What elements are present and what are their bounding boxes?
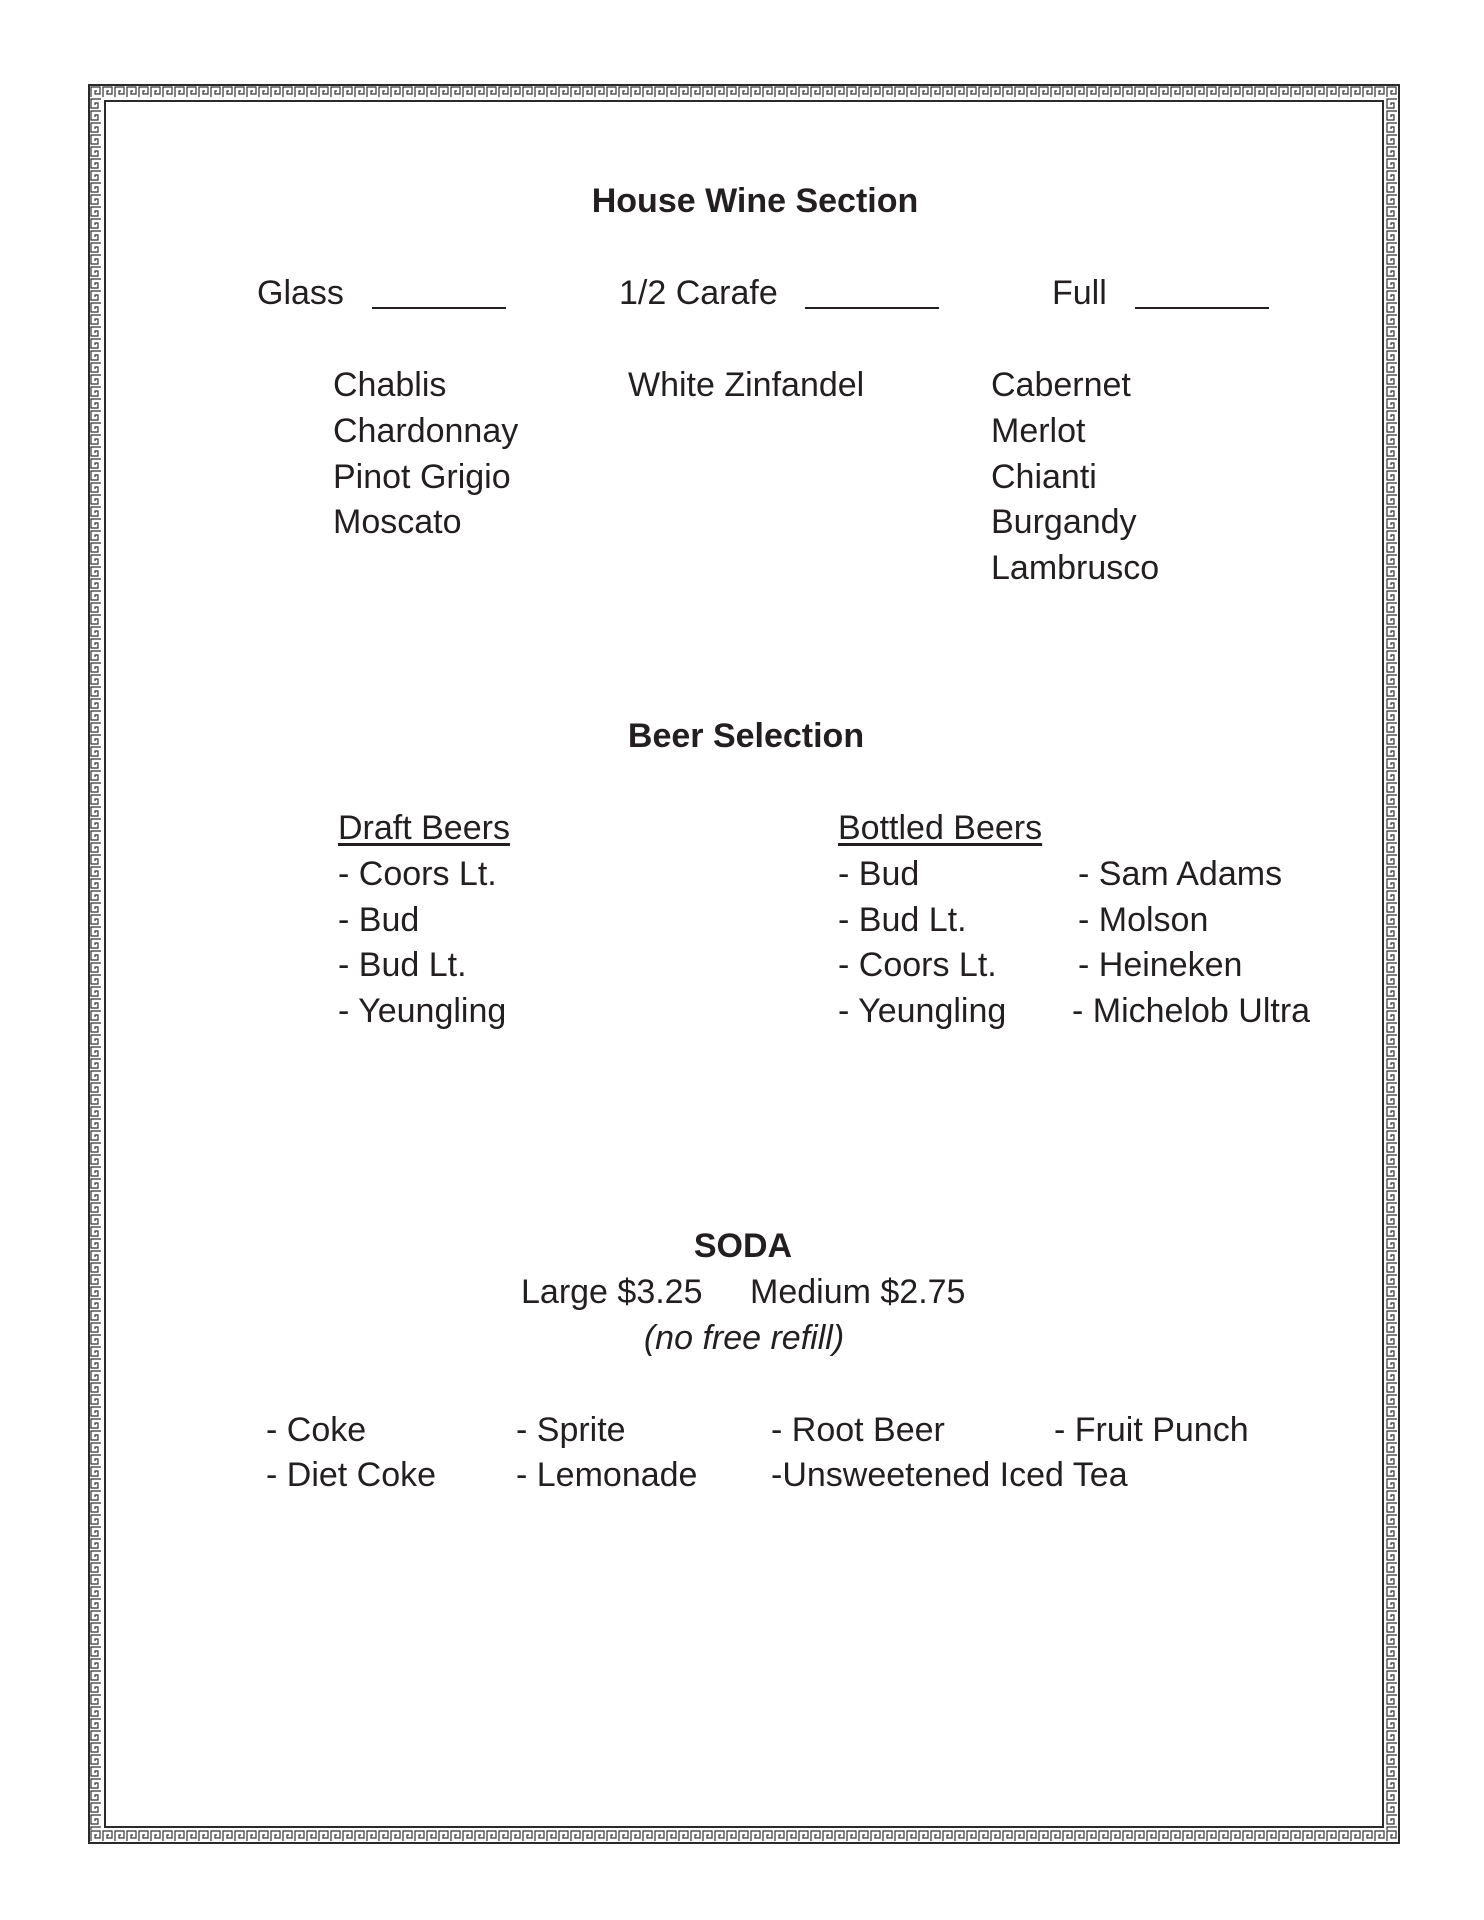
wine-section-title: House Wine Section [591,182,919,220]
wine-item: Chardonnay [333,412,519,450]
soda-item: -Unsweetened Iced Tea [771,1456,1128,1494]
soda-item: - Lemonade [516,1456,698,1494]
bottled-beer-item: - Sam Adams [1078,855,1283,893]
wine-item: Burgandy [991,503,1137,541]
soda-item: - Diet Coke [266,1456,437,1494]
soda-item: - Fruit Punch [1054,1411,1249,1449]
glass-price-blank [372,307,506,309]
size-glass-label: Glass [257,274,344,312]
half-carafe-price-blank [805,307,939,309]
soda-section-title: SODA [693,1227,793,1265]
beer-section-title: Beer Selection [627,717,865,755]
bottled-beer-item: - Bud Lt. [838,901,967,939]
bottled-beer-item: - Yeungling [838,992,1007,1030]
soda-item: - Root Beer [771,1411,945,1449]
wine-item: Moscato [333,503,462,541]
draft-beers-heading: Draft Beers [338,809,510,847]
wine-item: Chianti [991,458,1097,496]
wine-item: Cabernet [991,366,1131,404]
wine-item: Merlot [991,412,1086,450]
wine-item: Pinot Grigio [333,458,511,496]
full-price-blank [1135,307,1269,309]
draft-beer-item: - Bud [338,901,420,939]
bottled-beer-item: - Bud [838,855,920,893]
wine-item: Chablis [333,366,447,404]
draft-beer-item: - Yeungling [338,992,507,1030]
bottled-beers-heading: Bottled Beers [838,809,1043,847]
bottled-beer-item: - Heineken [1078,946,1243,984]
soda-medium-price: Medium $2.75 [750,1273,966,1311]
size-full-label: Full [1052,274,1107,312]
soda-refill-note: (no free refill) [643,1319,845,1357]
draft-beer-item: - Bud Lt. [338,946,467,984]
bottled-beer-item: - Molson [1078,901,1209,939]
wine-item: White Zinfandel [628,366,865,404]
size-half-carafe-label: 1/2 Carafe [619,274,778,312]
soda-large-price: Large $3.25 [521,1273,703,1311]
draft-beer-item: - Coors Lt. [338,855,497,893]
bottled-beer-item: - Michelob Ultra [1072,992,1311,1030]
soda-item: - Sprite [516,1411,626,1449]
bottled-beer-item: - Coors Lt. [838,946,997,984]
wine-item: Lambrusco [991,549,1160,587]
soda-item: - Coke [266,1411,367,1449]
